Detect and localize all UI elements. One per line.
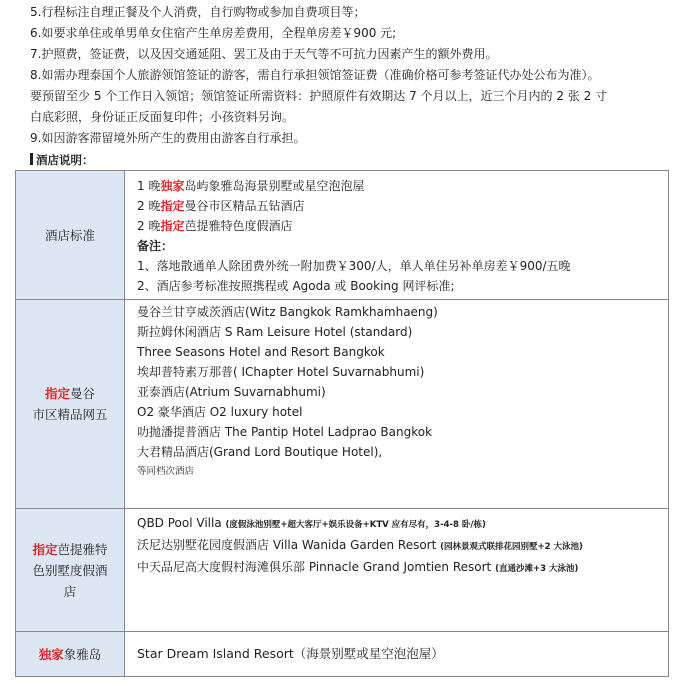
row-label: 酒店标准	[16, 171, 125, 300]
hotel-line: 2 晚指定芭提雅特色度假酒店	[137, 219, 293, 233]
notes-list	[30, 2, 675, 149]
remark-line: 1、落地散通单人除团费外统一附加费￥300/人，单人单住另补单房差￥900/五晚	[137, 259, 571, 273]
table-row	[16, 300, 669, 509]
hotel-line: 叻抛潘提普酒店 The Pantip Hotel Ladprao Bangkok	[137, 425, 433, 439]
note-line: 5.行程标注自理正餐及个人消费，自行购物或参加自费项目等；	[30, 5, 366, 19]
table-row	[16, 632, 669, 677]
table-row	[16, 171, 669, 300]
hotel-line: 2 晚指定曼谷市区精品五钻酒店	[137, 199, 305, 213]
hotel-line: 亚泰酒店(Atrium Suvarnabhumi)	[137, 385, 326, 399]
hotel-line: 沃尼达别墅花园度假酒店 Villa Wanida Garden Resort (园林景观式联排花园别墅+2 大泳池)	[137, 538, 583, 552]
row-content	[125, 300, 669, 509]
row-content	[125, 632, 669, 677]
row-label: 独家象雅岛	[16, 632, 125, 677]
hotel-table	[15, 170, 669, 677]
section-title: 酒店说明：	[30, 152, 94, 168]
note-line: 9.如因游客滞留境外所产生的费用由游客自行承担。	[30, 131, 306, 145]
hotel-line: Three Seasons Hotel and Resort Bangkok	[137, 345, 385, 359]
note-line: 白底彩照，身份证正反面复印件；小孩资料另询。	[30, 110, 295, 124]
remark-line: 2、酒店参考标准按照携程或 Agoda 或 Booking 网评标准;	[137, 279, 455, 293]
hotel-line: 1 晚独家岛屿象雅岛海景别墅或星空泡泡屋	[137, 179, 365, 193]
row-label: 指定芭提雅特 色别墅度假酒 店	[16, 509, 125, 632]
hotel-line: QBD Pool Villa (度假泳池别墅+超大客厅+娱乐设备+KTV 应有尽有，3-4-8 卧/栋)	[137, 516, 486, 530]
row-label: 指定曼谷 市区精品网五	[16, 300, 125, 509]
note-line: 6.如要求单住或单男单女住宿产生单房差费用，全程单房差￥900 元;	[30, 26, 397, 40]
hotel-line: O2 豪华酒店 O2 luxury hotel	[137, 405, 303, 419]
table-row	[16, 509, 669, 632]
hotel-line: Star Dream Island Resort（海景别墅或星空泡泡屋）	[137, 646, 444, 661]
hotel-line: 中天品尼高大度假村海滩俱乐部 Pinnacle Grand Jomtien Resort (直通沙滩+3 大泳池)	[137, 560, 579, 574]
hotel-line: 大君精品酒店(Grand Lord Boutique Hotel),	[137, 445, 383, 459]
note-line: 7.护照费，签证费，以及因交通延阻、罢工及由于天气等不可抗力因素产生的额外费用。	[30, 47, 498, 61]
hotel-note: 等同档次酒店	[137, 466, 195, 477]
hotel-line: 斯拉姆休闲酒店 S Ram Leisure Hotel (standard)	[137, 325, 413, 339]
hotel-line: 曼谷兰甘亨威茨酒店(Witz Bangkok Ramkhamhaeng)	[137, 305, 438, 319]
row-content	[125, 509, 669, 632]
note-line: 要预留至少 5 个工作日入领馆；领馆签证所需资料：护照原件有效期达 7 个月以上，近三个月内的 2 张 2 寸	[30, 89, 608, 103]
row-content	[125, 171, 669, 300]
note-line: 8.如需办理泰国个人旅游领馆签证的游客，需自行承担领馆签证费（准确价格可参考签证代办处公布为准）。	[30, 68, 600, 82]
hotel-line: 埃却普特素万那普( IChapter Hotel Suvarnabhumi)	[137, 365, 425, 379]
section-bar-icon	[30, 153, 33, 165]
remark-title: 备注：	[137, 239, 174, 253]
